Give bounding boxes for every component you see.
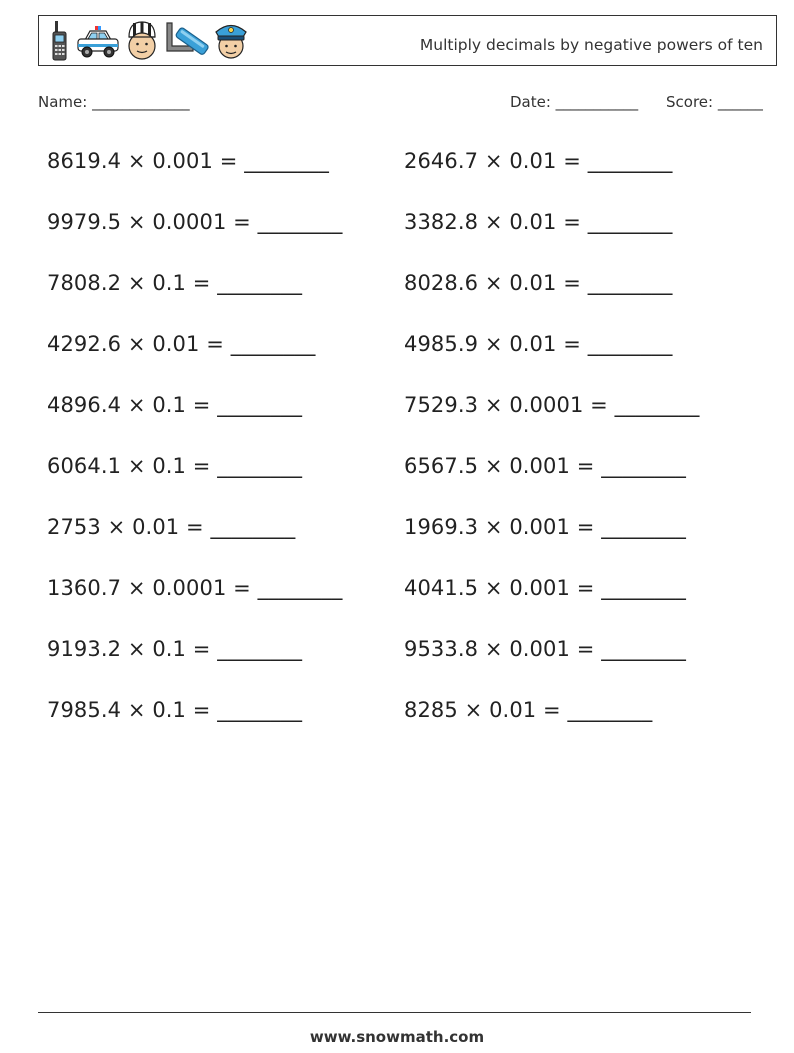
problem-9-left: 9193.2 × 0.1 = ________ [47, 637, 303, 661]
problem-4-left: 4292.6 × 0.01 = ________ [47, 332, 316, 356]
problem-6-right: 6567.5 × 0.001 = ________ [404, 454, 686, 478]
problem-1-left: 8619.4 × 0.001 = ________ [47, 149, 329, 173]
police-officer-icon [213, 19, 249, 63]
problem-1-right: 2646.7 × 0.01 = ________ [404, 149, 673, 173]
problem-7-right: 1969.3 × 0.001 = ________ [404, 515, 686, 539]
problem-4-right: 4985.9 × 0.01 = ________ [404, 332, 673, 356]
walkie-talkie-icon [49, 19, 71, 63]
problem-5-right: 7529.3 × 0.0001 = ________ [404, 393, 700, 417]
problem-9-right: 9533.8 × 0.001 = ________ [404, 637, 686, 661]
worksheet-header [38, 15, 777, 66]
problem-6-left: 6064.1 × 0.1 = ________ [47, 454, 303, 478]
problem-3-left: 7808.2 × 0.1 = ________ [47, 271, 303, 295]
date-field[interactable]: Date: ___________ [510, 93, 639, 111]
problem-2-right: 3382.8 × 0.01 = ________ [404, 210, 673, 234]
problem-10-left: 7985.4 × 0.1 = ________ [47, 698, 303, 722]
footer-divider [38, 1012, 751, 1013]
footer-url[interactable]: www.snowmath.com [309, 1028, 485, 1046]
problem-3-right: 8028.6 × 0.01 = ________ [404, 271, 673, 295]
worksheet-title: Multiply decimals by negative powers of ten [419, 36, 763, 54]
prisoner-icon [125, 19, 159, 63]
problem-2-left: 9979.5 × 0.0001 = ________ [47, 210, 343, 234]
problem-10-right: 8285 × 0.01 = ________ [404, 698, 653, 722]
problem-7-left: 2753 × 0.01 = ________ [47, 515, 296, 539]
problem-8-left: 1360.7 × 0.0001 = ________ [47, 576, 343, 600]
header-icons [49, 19, 249, 63]
police-car-icon [75, 19, 121, 63]
score-field[interactable]: Score: ______ [666, 93, 763, 111]
problem-5-left: 4896.4 × 0.1 = ________ [47, 393, 303, 417]
police-baton-icon [163, 19, 209, 63]
name-field[interactable]: Name: _____________ [38, 93, 190, 111]
problem-8-right: 4041.5 × 0.001 = ________ [404, 576, 686, 600]
